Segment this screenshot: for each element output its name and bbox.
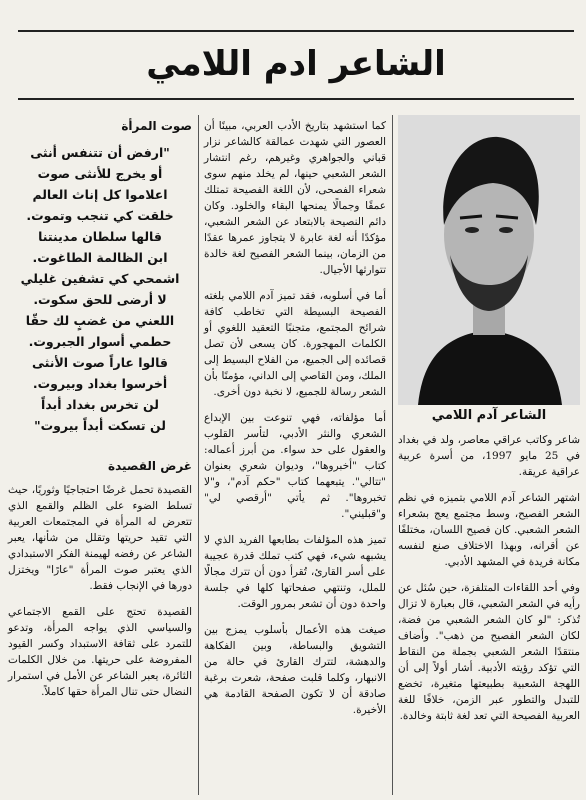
article-paragraph: كما استشهد بتاريخ الأدب العربي، مبينًا أن العصور التي شهدت عمالقة كالشاعر نزار قباني والجواهري وغيرهم، رغم انتشار الشعر الشعبي حينها، لم يخلد منهم سوى شعراء الفصحى، لأن اللغة الفصيحة تمتلك عمقًا وجمالًا يمنحها البقاء والخلود. وكان دائم النصيحة بالابتعاد عن الشعر الشعبي، مؤكدًا أنه لغة عابرة لا يتجاوز عمرها عقدًا من الزمان، بينما الشعر الفصيح لغة خالدة تتوارثها الأجيال. — [204, 120, 386, 276]
portrait-image — [398, 115, 580, 405]
right-column — [398, 432, 580, 734]
masthead — [18, 30, 574, 100]
column-divider — [392, 115, 393, 795]
poem-line: "ارفض أن تتنفس أنثى — [30, 145, 170, 160]
article-paragraph: أما في أسلوبه، فقد تميز آدم اللامي بلغته الفصيحة البسيطة التي تخاطب كافة شرائح المجتمع، متجنبًا التعقيد اللغوي أو الكلمات المهجورة. كان يسعى لأن تصل قصائده إلى الجميع، من الفلاح البسيط إلى الملك، ومن القاصي إلى الداني، مؤمنًا بأن الشعر رسالة للجميع، لا نخبة دون أخرى. — [203, 290, 386, 398]
bio-paragraph: وفي أحد اللقاءات المتلفزة، حين سُئل عن رأيه في الشعر الشعبي، قال بعبارة لا تزال تُذكر: "لو كان الشعر الشعبي من فضة، لكان الشعر الفصيح من ذهب". وأضاف منتقدًا الشعر الشعبي بجملة من النقاط التي تؤكد رؤيته الأدبية. أشار أولاً إلى أن اللهجة الشعبية بطبيعتها متغيرة، تخضع للتبدل والتطور عبر الزمن، خلافًا للغة العربية الفصيحة التي تعد لغة ثابتة وخالدة. — [398, 582, 580, 722]
top-rule — [18, 30, 574, 32]
bio-paragraph: اشتهر الشاعر آدم اللامي بتميزه في نظم الشعر الفصيح، وسط مجتمع يعج بشعراء الشعر الشعبي. كان فصيح اللسان، مختلفًا عن أقرانه، وبهذا الاختلاف صنع لنفسه مكانة فريدة في المشهد الأدبي. — [398, 492, 580, 568]
poem-line: لا أرضى للحق سكوت. — [33, 292, 167, 307]
poem-line: أخرسوا بغداد وبيروت. — [32, 376, 168, 391]
middle-column — [204, 118, 386, 728]
poem — [8, 142, 192, 436]
bottom-rule — [18, 98, 574, 100]
column-divider — [198, 115, 199, 795]
poem-line: اللعني من غضبٍ لك حقّا — [25, 313, 175, 328]
poem-line: حطمي أسوار الجبروت. — [28, 334, 172, 349]
poem-line: قالوا عاراً صوت الأنثى — [32, 355, 168, 370]
poem-line: ابن الظالمة الطاغوت. — [32, 250, 168, 265]
photo-caption: الشاعر آدم اللامي — [431, 408, 547, 423]
poem-line: اعلاموا كل إناث العالم — [32, 187, 168, 202]
section-title-woman-voice: صوت المرأة — [121, 119, 192, 133]
article-paragraph: تميز هذه المؤلفات بطابعها الفريد الذي لا يشبهه شيء، فهي كتب تملك قدرة عجيبة على أسر القارئ، تُقرأ دون أن تترك مجالًا للملل، وتنتهي صفحاتها كلها في جلسة واحدة دون أن تشعر بمرور الوقت. — [204, 534, 386, 610]
poem-line: قالها سلطان مدينتنا — [38, 229, 162, 244]
section-title-poem-purpose: غرض القصيدة — [108, 459, 192, 473]
article-paragraph: صيغت هذه الأعمال بأسلوب يمزج بين التشويق والبساطة، وبين الفكاهة والدهشة، لتترك القارئ في حالة من الانبهار، وكلما قلبت صفحة، شعرت برغبة صادقة أن لا تكون الصفحة القادمة هي الأخيرة. — [204, 624, 386, 716]
purpose-paragraph: القصيدة تحمل غرضًا احتجاجيًا وثوريًا، حيث تسلط الضوء على الظلم والقمع الذي تتعرض له المرأة في المجتمعات العربية التي تقيد حريتها وتقلل من شأنها، يعبر الشاعر عن رفضه لهيمنة الفكر الاستبدادي الذي يعتبر صوت المرأة "عارًا" ويختزل دورها في الإنجاب فقط. — [8, 484, 192, 592]
page-title: الشاعر ادم اللامي — [146, 44, 446, 84]
poem-line: اشمحي كي تشفين غليلي — [20, 271, 180, 286]
poet-photo — [398, 115, 580, 405]
poem-line: لن تسكت أبداً بيروت" — [34, 418, 166, 433]
poem-line: أو يخرج للأنثى صوت — [37, 166, 163, 181]
left-column — [8, 118, 192, 710]
article-paragraph: أما مؤلفاته، فهي تنوعت بين الإبداع الشعري والنثر الأدبي، لتأسر القلوب والعقول على حد سواء. من أبرز أعماله: كتاب "أخبروها"، وديوان شعري بعنوان "تتالي". يتبعهما كتاب "حكم آدم"، و"لا تخبروها". ثم يأتي "أرقصي لي" و"قبليني". — [204, 412, 386, 520]
poem-line: لن تخرس بغداد أبداً — [41, 397, 159, 412]
bio-paragraph: شاعر وكاتب عراقي معاصر، ولد في بغداد في 25 مايو 1997، من أسرة عربية عراقية عريقة. — [398, 434, 581, 478]
poem-line: خلقت كي تنجب وتموت. — [26, 208, 174, 223]
purpose-paragraph: القصيدة تحتج على القمع الاجتماعي والسياسي الذي يواجه المرأة، وتدعو للتمرد على ثقافة الاستبداد وكسر القيود المفروضة على حريتها. من خلال الكلمات الثائرة، يعبر الشاعر عن الأمل في استمرار النضال حتى تنال المرأة حقها كاملاً. — [8, 606, 192, 698]
